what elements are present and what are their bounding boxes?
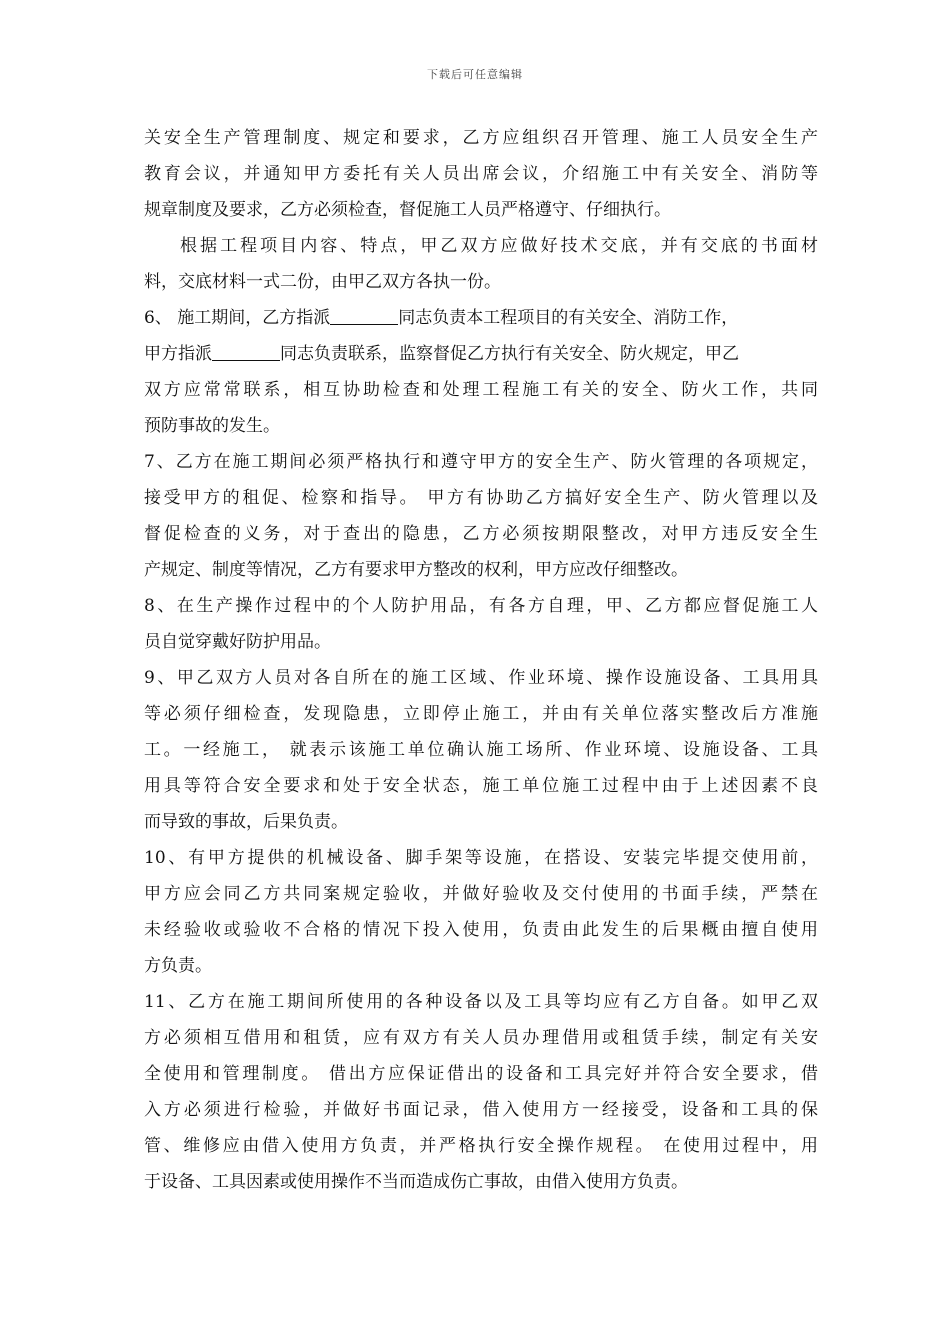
- text-line: 预防事故的发生。: [144, 416, 280, 436]
- text-line: 全使用和管理制度。 借出方应保证借出的设备和工具完好并符合安全要求，借: [144, 1064, 818, 1084]
- fill-in-blank: [212, 342, 280, 361]
- text-line: 11、乙方在施工期间所使用的各种设备以及工具等均应有乙方自备。如甲乙双: [144, 992, 818, 1012]
- text-line: 规章制度及要求，乙方必须检查，督促施工人员严格遵守、仔细执行。: [144, 200, 671, 220]
- text-line: 未经验收或验收不合格的情况下投入使用，负责由此发生的后果概由擅自使用: [144, 920, 818, 940]
- fill-in-blank: [330, 306, 398, 325]
- text-line: 根据工程项目内容、特点，甲乙双方应做好技术交底，并有交底的书面材: [180, 236, 818, 256]
- text-line: 料，交底材料一式二份，由甲乙双方各执一份。: [144, 272, 501, 292]
- text-line: 管、维修应由借入使用方负责，并严格执行安全操作规程。 在使用过程中，用: [144, 1136, 818, 1156]
- document-body: [144, 120, 818, 1200]
- text-line: 7、乙方在施工期间必须严格执行和遵守甲方的安全生产、防火管理的各项规定，: [144, 452, 818, 472]
- text-line: 工。一经施工， 就表示该施工单位确认施工场所、作业环境、设施设备、工具: [144, 740, 818, 760]
- text-line: 9、甲乙双方人员对各自所在的施工区域、作业环境、操作设施设备、工具用具: [144, 668, 818, 688]
- text-segment: 同志负责本工程项目的有关安全、消防工作，: [398, 308, 739, 328]
- text-line: 关安全生产管理制度、规定和要求，乙方应组织召开管理、施工人员安全生产: [144, 128, 818, 148]
- text-line: 员自觉穿戴好防护用品。: [144, 632, 331, 652]
- text-line: 方必须相互借用和租赁，应有双方有关人员办理借用或租赁手续，制定有关安: [144, 1028, 818, 1048]
- text-line: 甲方应会同乙方共同案规定验收，并做好验收及交付使用的书面手续，严禁在: [144, 884, 818, 904]
- text-line: 督促检查的义务，对于查出的隐患，乙方必须按期限整改，对甲方违反安全生: [144, 524, 818, 544]
- text-segment: 甲方指派: [144, 344, 212, 364]
- text-line: 教育会议，并通知甲方委托有关人员出席会议，介绍施工中有关安全、消防等: [144, 164, 818, 184]
- text-line: 10、有甲方提供的机械设备、脚手架等设施，在搭设、安装完毕提交使用前，: [144, 848, 818, 868]
- page-header: 下载后可任意编辑: [427, 68, 523, 81]
- text-line: 产规定、制度等情况，乙方有要求甲方整改的权利，甲方应改仔细整改。: [144, 560, 688, 580]
- text-line: 等必须仔细检查，发现隐患，立即停止施工，并由有关单位落实整改后方准施: [144, 704, 818, 724]
- text-line: 用具等符合安全要求和处于安全状态，施工单位施工过程中由于上述因素不良: [144, 776, 818, 796]
- text-segment: 6、 施工期间，乙方指派: [144, 308, 331, 328]
- text-line: 8、在生产操作过程中的个人防护用品，有各方自理，甲、乙方都应督促施工人: [144, 596, 818, 616]
- text-line: [144, 300, 818, 336]
- text-segment: 同志负责联系，监察督促乙方执行有关安全、防火规定，甲乙: [280, 344, 739, 364]
- text-line: 入方必须进行检验，并做好书面记录，借入使用方一经接受，设备和工具的保: [144, 1100, 818, 1120]
- text-line: [144, 336, 818, 372]
- text-line: 而导致的事故，后果负责。: [144, 812, 348, 832]
- text-line: 双方应常常联系，相互协助检查和处理工程施工有关的安全、防火工作，共同: [144, 380, 818, 400]
- text-line: 方负责。: [144, 956, 212, 976]
- text-line: 接受甲方的租促、检察和指导。 甲方有协助乙方搞好安全生产、防火管理以及: [144, 488, 818, 508]
- text-line: 于设备、工具因素或使用操作不当而造成伤亡事故，由借入使用方负责。: [144, 1172, 688, 1192]
